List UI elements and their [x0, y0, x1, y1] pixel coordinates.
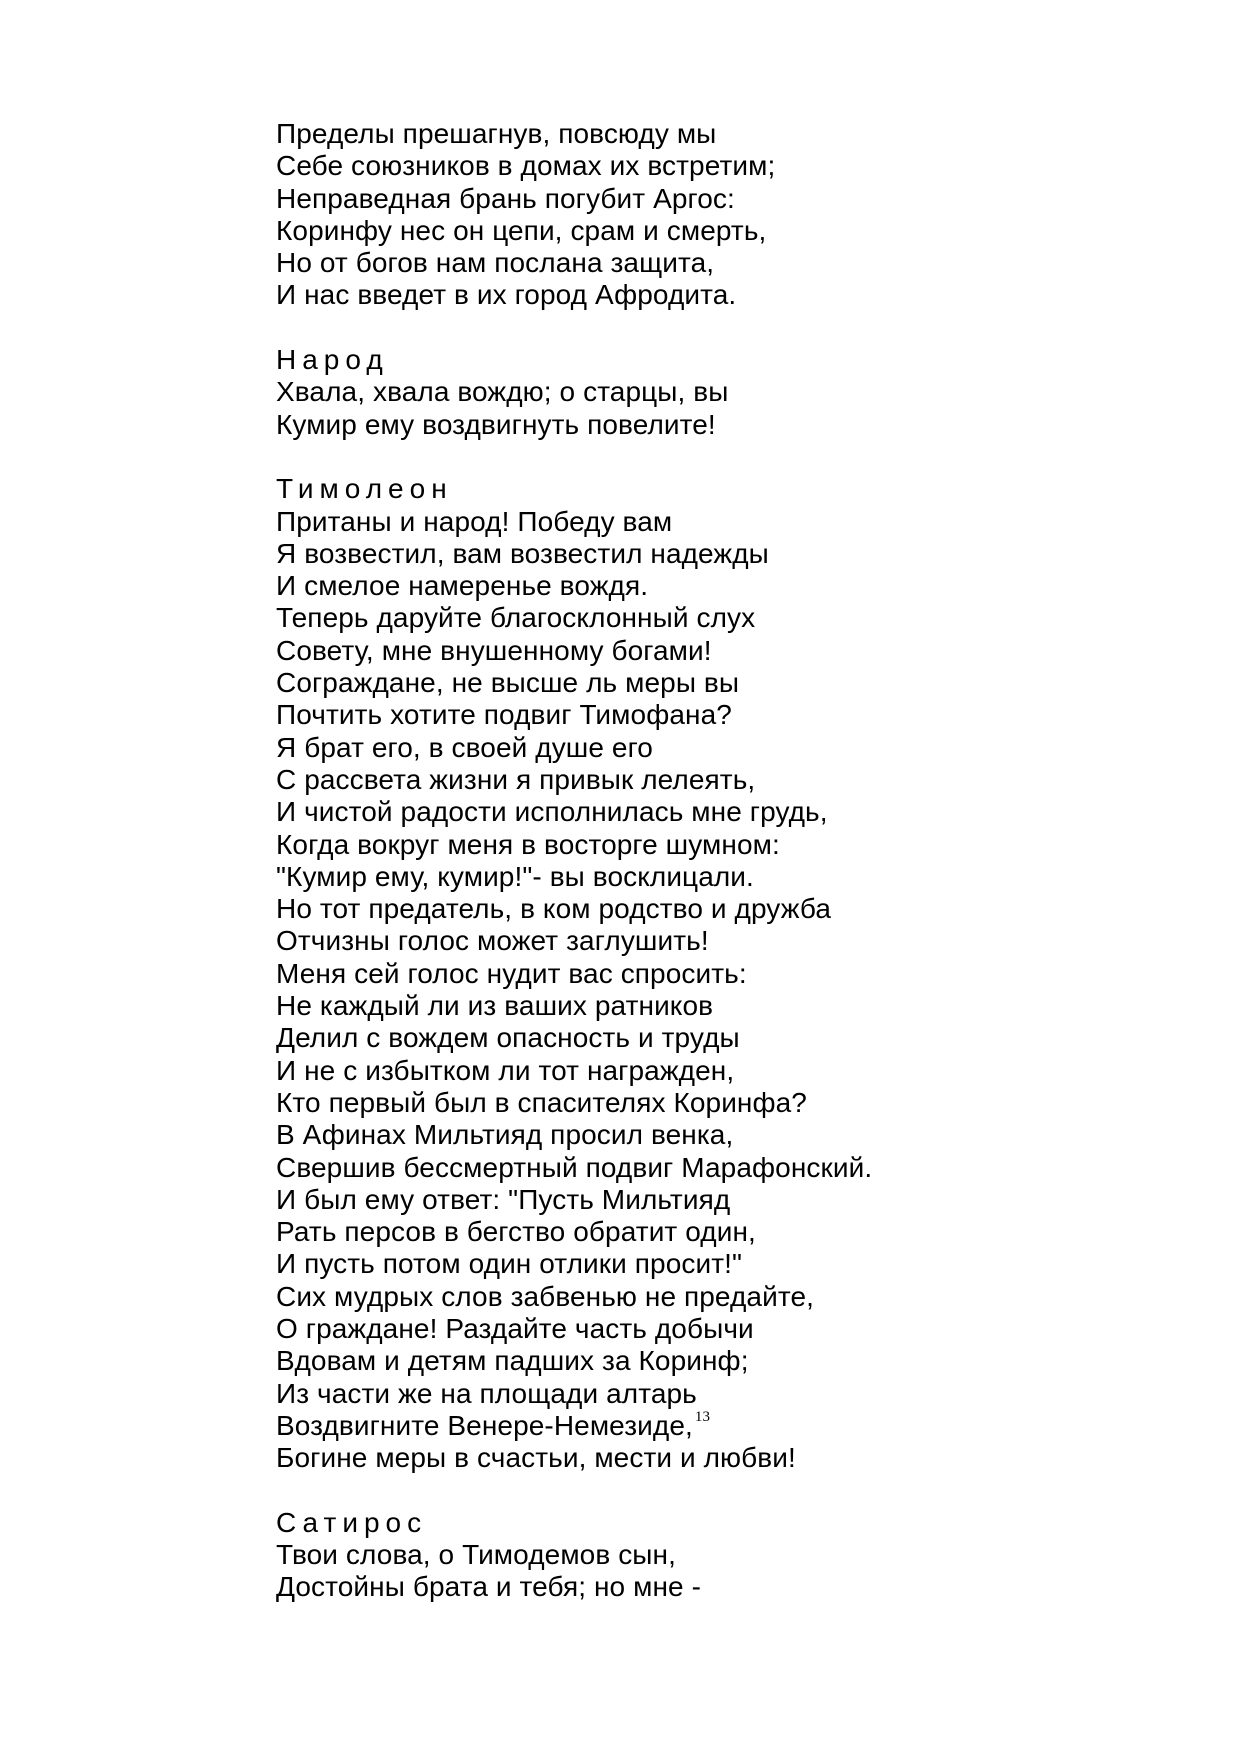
verse-line: Но от богов нам послана защита, [276, 247, 715, 279]
verse-line: "Кумир ему, кумир!"- вы восклицали. [276, 860, 754, 892]
verse-line: Богине меры в счастьи, мести и любви! [276, 1442, 796, 1474]
speech-section [276, 1507, 1176, 1604]
verse-line: В Афинах Мильтияд просил венка, [276, 1119, 734, 1151]
verse-line: И смелое намеренье вождя. [276, 570, 649, 602]
footnote-mark[interactable]: 13 [694, 1408, 711, 1425]
verse-line: Но тот предатель, в ком родство и дружба [276, 893, 832, 925]
speaker-name: Тимолеон [276, 473, 453, 505]
verse-line: Я возвестил, вам возвестил надежды [276, 537, 769, 569]
verse-line: Отчизны голос может заглушить! [276, 925, 709, 957]
verse-line: Сих мудрых слов забвенью не предайте, [276, 1280, 814, 1312]
verse-line: С рассвета жизни я привык лелеять, [276, 763, 756, 795]
verse-line-with-footnote [276, 1410, 1176, 1442]
verse-line: Себе союзников в домах их встретим; [276, 150, 776, 182]
play-text [276, 118, 1176, 1604]
verse-line: Рать персов в бегство обратит один, [276, 1216, 756, 1248]
verse-line: Свершив бессмертный подвиг Марафонский. [276, 1151, 873, 1183]
stanza-gap [276, 1474, 1176, 1506]
verse-line: Кумир ему воздвигнуть повелите! [276, 408, 716, 440]
verse-line: Почтить хотите подвиг Тимофана? [276, 699, 732, 731]
verse-line: Достойны брата и тебя; но мне - [276, 1571, 702, 1603]
verse-line: Твои слова, о Тимодемов сын, [276, 1539, 676, 1571]
verse-line: И нас введет в их город Афродита. [276, 279, 737, 311]
verse-line: Неправедная брань погубит Аргос: [276, 182, 735, 214]
verse-line: И был ему ответ: "Пусть Мильтияд [276, 1183, 731, 1215]
verse-line: Совету, мне внушенному богами! [276, 634, 712, 666]
verse-line: О граждане! Раздайте часть добычи [276, 1312, 754, 1344]
verse-line: Вдовам и детям падших за Коринф; [276, 1345, 749, 1377]
verse-line: Меня сей голос нудит вас спросить: [276, 957, 747, 989]
verse-line: Не каждый ли из ваших ратников [276, 990, 714, 1022]
speaker-name: Сатирос [276, 1506, 428, 1538]
speech-section [276, 344, 1176, 441]
speech-section [276, 473, 1176, 1474]
verse-line: И пусть потом один отлики просит!" [276, 1248, 743, 1280]
speaker-name: Народ [276, 344, 389, 376]
verse-line: Пританы и народ! Победу вам [276, 505, 673, 537]
verse-line: Когда вокруг меня в восторге шумном: [276, 828, 780, 860]
verse-line: Коринфу нес он цепи, срам и смерть, [276, 214, 767, 246]
stanza-gap [276, 312, 1176, 344]
verse-line: Из части же на площади алтарь [276, 1377, 697, 1409]
verse-line: Делил с вождем опасность и труды [276, 1022, 740, 1054]
verse-line: Пределы прешагнув, повсюду мы [276, 118, 717, 149]
verse-line: И не с избытком ли тот награжден, [276, 1054, 735, 1086]
verse-line: Я брат его, в своей душе его [276, 731, 653, 763]
speech-section [276, 118, 1176, 312]
verse-line: Теперь даруйте благосклонный слух [276, 602, 756, 634]
verse-line: Кто первый был в спасителях Коринфа? [276, 1086, 807, 1118]
verse-line-text: Воздвигните Венере-Немезиде, [276, 1409, 693, 1441]
verse-line: Сограждане, не высше ль меры вы [276, 667, 740, 699]
stanza-gap [276, 441, 1176, 473]
verse-line: И чистой радости исполнилась мне грудь, [276, 796, 828, 828]
verse-line: Хвала, хвала вождю; о старцы, вы [276, 376, 729, 408]
